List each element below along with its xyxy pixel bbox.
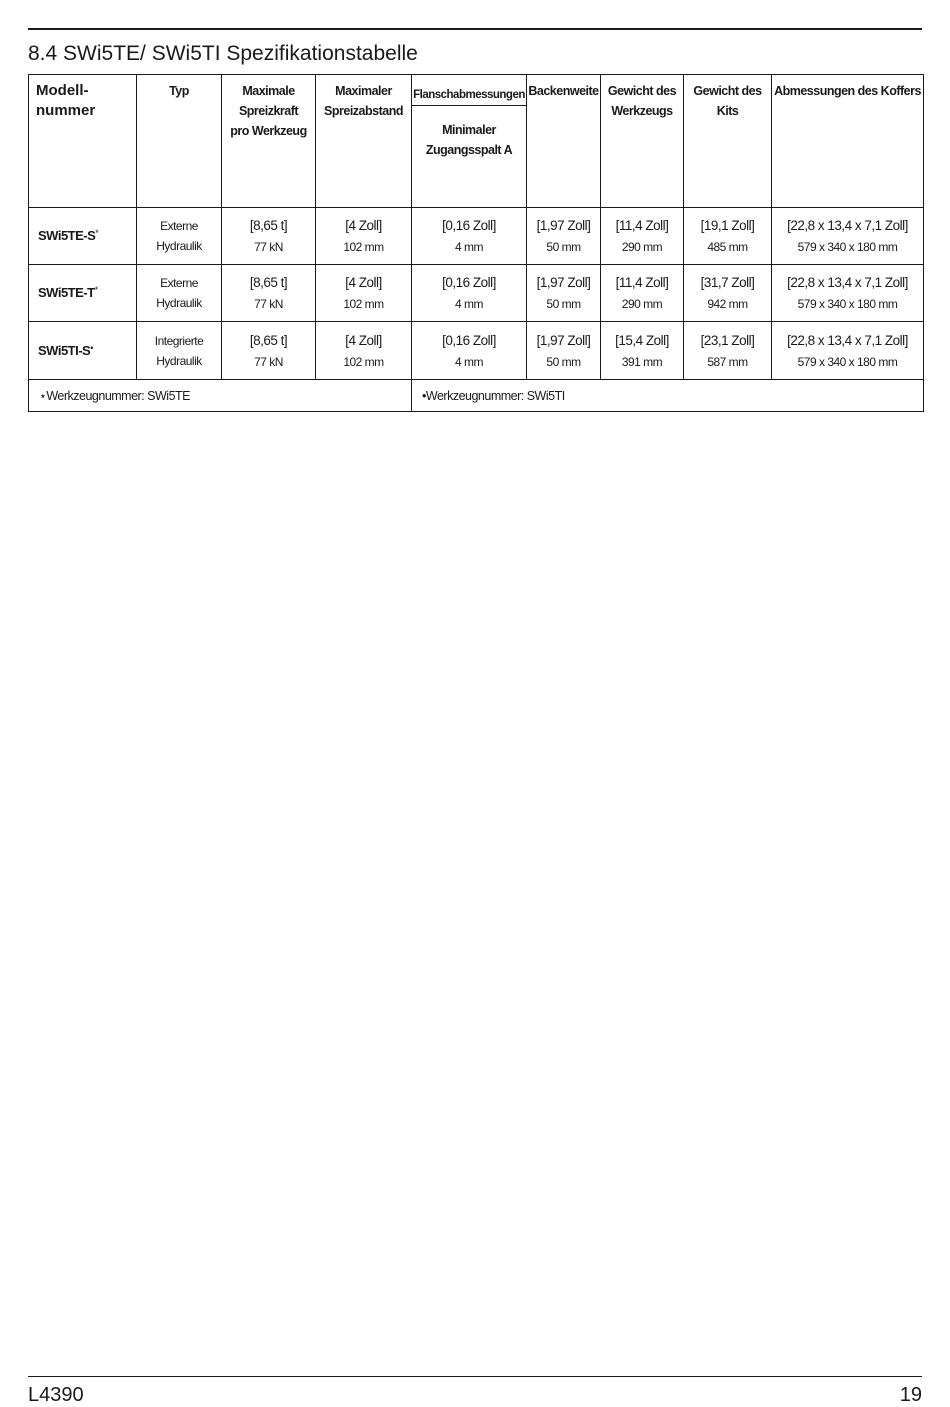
kit-weight-cell: [23,1 Zoll] 587 mm — [684, 322, 772, 380]
max-force-cell: [8,65 t] 77 kN — [222, 265, 316, 322]
footnote-swi5ti: •Werkzeugnummer: SWi5TI — [412, 380, 924, 412]
kit-weight-cell: [31,7 Zoll] 942 mm — [684, 265, 772, 322]
type-cell: Externe Hydraulik — [137, 265, 222, 322]
tool-weight-cell: [11,4 Zoll] 290 mm — [601, 208, 684, 265]
type-cell: Externe Hydraulik — [137, 208, 222, 265]
footer-rule — [28, 1376, 922, 1377]
header-case-dimensions: Abmessungen des Koffers — [772, 75, 924, 208]
document-number: L4390 — [28, 1384, 84, 1406]
case-dimensions-cell: [22,8 x 13,4 x 7,1 Zoll] 579 x 340 x 180 mm — [772, 208, 924, 265]
footnote-marker: * — [94, 285, 98, 295]
kit-weight-cell: [19,1 Zoll] 485 mm — [684, 208, 772, 265]
section-title: 8.4 SWi5TE/ SWi5TI Spezifikationstabelle — [28, 42, 418, 65]
header-kit-weight: Gewicht des Kits — [684, 75, 772, 208]
table-row — [29, 265, 924, 322]
model-number-cell: SWi5TE-S* — [29, 208, 137, 265]
table-row — [29, 208, 924, 265]
table-row — [29, 322, 924, 380]
max-force-cell: [8,65 t] 77 kN — [222, 322, 316, 380]
model-number-cell: SWi5TE-T* — [29, 265, 137, 322]
table-header-row — [29, 75, 924, 106]
page-number: 19 — [899, 1384, 922, 1406]
header-tool-weight: Gewicht des Werkzeugs — [601, 75, 684, 208]
header-jaw-width: Backenweite — [527, 75, 601, 208]
header-type: Typ — [137, 75, 222, 208]
table-footnote-row — [29, 380, 924, 412]
header-max-spread: Maximaler Spreizabstand — [316, 75, 412, 208]
top-rule — [28, 28, 922, 30]
jaw-width-cell: [1,97 Zoll] 50 mm — [527, 208, 601, 265]
max-spread-cell: [4 Zoll] 102 mm — [316, 322, 412, 380]
type-cell: Integrierte Hydraulik — [137, 322, 222, 380]
footnote-marker: * — [95, 228, 99, 238]
case-dimensions-cell: [22,8 x 13,4 x 7,1 Zoll] 579 x 340 x 180 mm — [772, 322, 924, 380]
min-gap-cell: [0,16 Zoll] 4 mm — [412, 322, 527, 380]
max-spread-cell: [4 Zoll] 102 mm — [316, 265, 412, 322]
min-gap-cell: [0,16 Zoll] 4 mm — [412, 208, 527, 265]
jaw-width-cell: [1,97 Zoll] 50 mm — [527, 265, 601, 322]
header-min-access-gap: Minimaler Zugangsspalt A — [412, 106, 527, 208]
specification-table — [28, 74, 924, 412]
footnote-swi5te: ⋆Werkzeugnummer: SWi5TE — [29, 380, 412, 412]
tool-weight-cell: [11,4 Zoll] 290 mm — [601, 265, 684, 322]
max-force-cell: [8,65 t] 77 kN — [222, 208, 316, 265]
tool-weight-cell: [15,4 Zoll] 391 mm — [601, 322, 684, 380]
header-flange-dimensions: Flanschabmessungen — [412, 75, 527, 106]
min-gap-cell: [0,16 Zoll] 4 mm — [412, 265, 527, 322]
model-number-cell: SWi5TI-S• — [29, 322, 137, 380]
jaw-width-cell: [1,97 Zoll] 50 mm — [527, 322, 601, 380]
header-model-number: Modell- nummer — [29, 75, 137, 208]
header-max-force: Maximale Spreizkraft pro Werkzeug — [222, 75, 316, 208]
case-dimensions-cell: [22,8 x 13,4 x 7,1 Zoll] 579 x 340 x 180 mm — [772, 265, 924, 322]
footnote-marker: • — [90, 342, 93, 353]
max-spread-cell: [4 Zoll] 102 mm — [316, 208, 412, 265]
